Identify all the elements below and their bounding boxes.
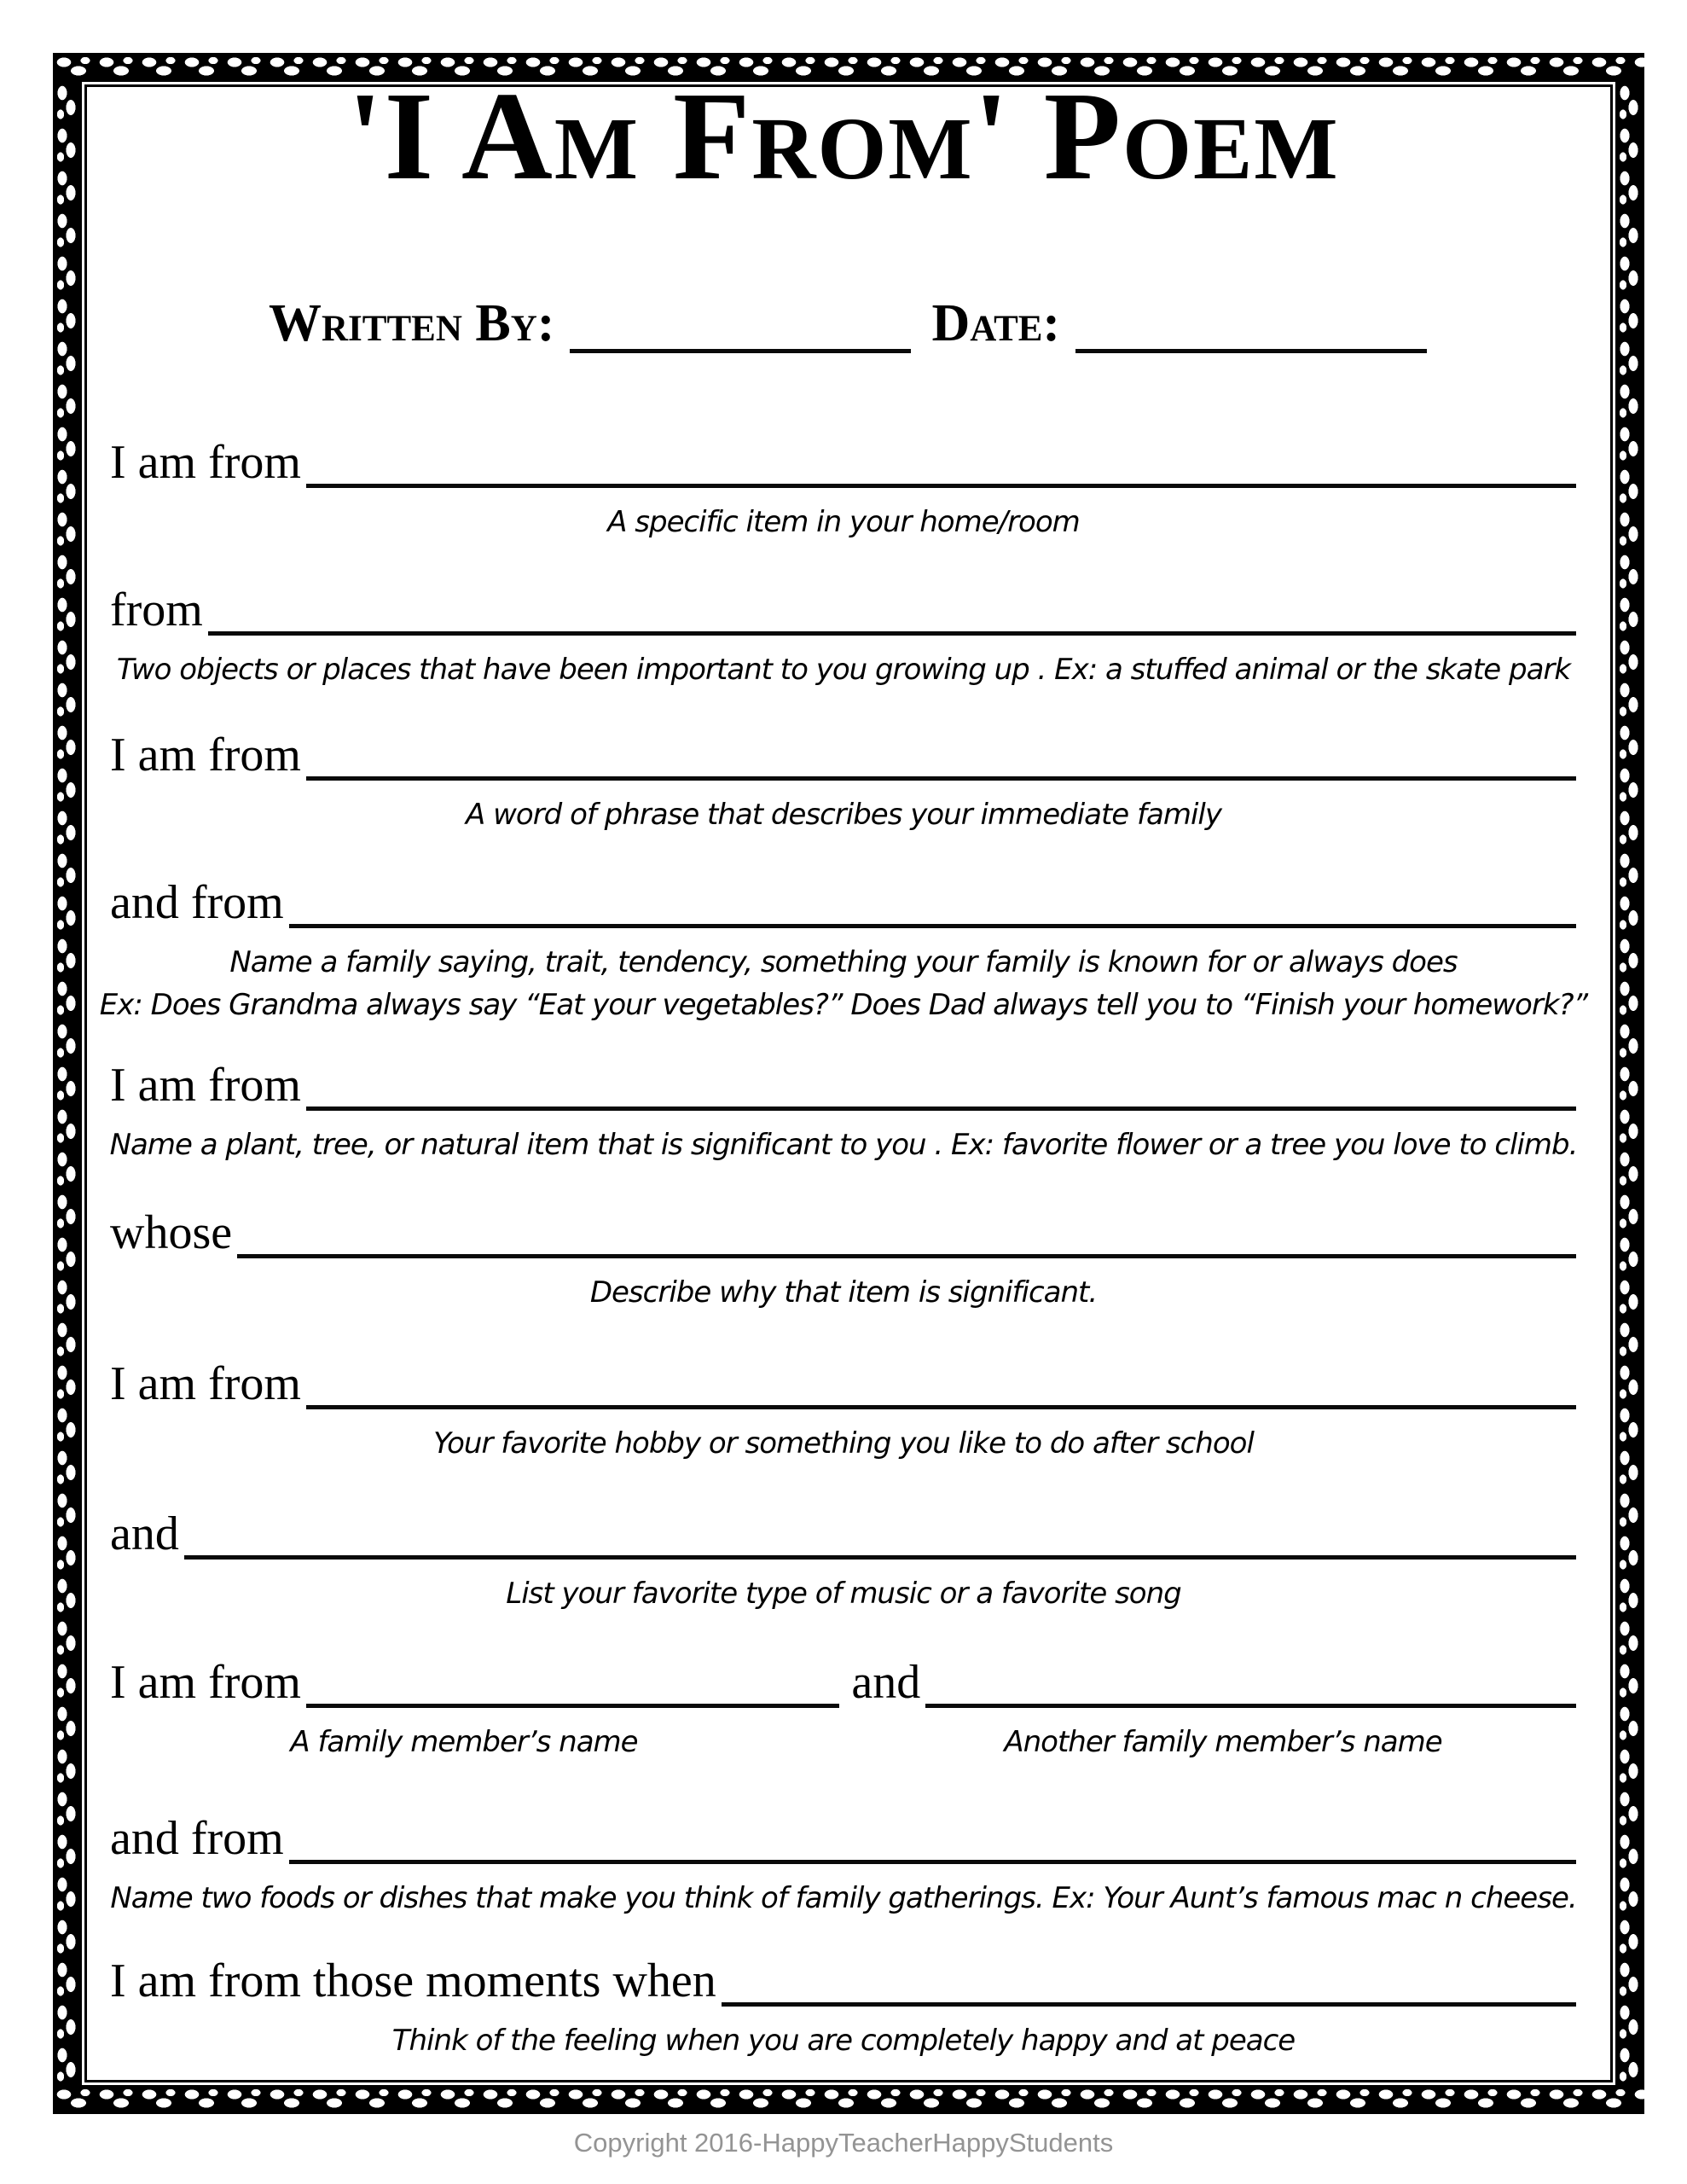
fill-in-blank[interactable]: [237, 1190, 1576, 1258]
copyright-text: Copyright 2016-HappyTeacherHappyStudents: [573, 2128, 1114, 2158]
prompt-row-10: [110, 1796, 1576, 1864]
prompt-row-9: [110, 1640, 1576, 1708]
prompt-label: from: [110, 584, 203, 636]
prompt-label-and: and: [851, 1656, 921, 1709]
prompt-hint-left: A family member’s name: [290, 1725, 638, 1759]
prompt-hint-right: Another family member’s name: [1004, 1725, 1442, 1759]
fill-in-blank[interactable]: [306, 1341, 1576, 1409]
prompt-label: I am from: [110, 1059, 301, 1112]
prompt-hint-line2: Ex: Does Grandma always say “Eat your vegetables?” Does Dad always tell you to “Finish your homework?”: [99, 988, 1588, 1022]
prompt-row-11: [110, 1938, 1576, 2007]
fill-in-blank[interactable]: [289, 1796, 1576, 1864]
border-bottom: [53, 2085, 1644, 2114]
prompt-row-4: [110, 860, 1576, 928]
border-right: [1615, 82, 1644, 2085]
page-title: 'I Am From' Poem: [347, 67, 1340, 206]
prompt-hint: Describe why that item is significant.: [589, 1275, 1098, 1310]
prompt-hint: Name two foods or dishes that make you think of family gatherings. Ex: Your Aunt’s famous mac n cheese.: [110, 1881, 1577, 1915]
prompt-label: whose: [110, 1206, 233, 1259]
prompt-label: and: [110, 1507, 179, 1560]
date-label: Date:: [931, 294, 1061, 352]
prompt-hint-pair: [84, 1723, 1603, 1761]
prompt-hint: Name a family saying, trait, tendency, something your family is known for or always does: [229, 945, 1458, 979]
fill-in-blank[interactable]: [184, 1491, 1576, 1560]
prompt-label: I am from: [110, 1357, 301, 1410]
prompt-hint: Two objects or places that have been important to you growing up . Ex: a stuffed animal or the skate park: [116, 653, 1571, 687]
byline-row: [269, 275, 1480, 353]
prompt-row-5: [110, 1043, 1576, 1111]
prompt-hint: Name a plant, tree, or natural item that is significant to you . Ex: favorite flower or a tree you love to climb.: [109, 1128, 1578, 1162]
fill-in-blank[interactable]: [306, 1043, 1576, 1111]
fill-in-blank[interactable]: [722, 1938, 1576, 2007]
prompt-row-7: [110, 1341, 1576, 1409]
prompt-hint: Your favorite hobby or something you like to do after school: [433, 1426, 1254, 1461]
fill-in-blank[interactable]: [306, 420, 1576, 488]
prompt-label: I am from: [110, 729, 301, 781]
prompt-hint: List your favorite type of music or a favorite song: [506, 1577, 1181, 1611]
written-by-blank[interactable]: [570, 275, 911, 353]
prompt-row-1: [110, 420, 1576, 488]
prompt-row-6: [110, 1190, 1576, 1258]
prompt-row-2: [110, 567, 1576, 636]
fill-in-blank[interactable]: [289, 860, 1576, 928]
prompt-hint: A specific item in your home/room: [607, 505, 1080, 539]
prompt-row-8: [110, 1491, 1576, 1560]
prompt-label: and from: [110, 876, 284, 929]
prompt-hint: Think of the feeling when you are completely happy and at peace: [391, 2024, 1296, 2058]
prompt-hint: A word of phrase that describes your immediate family: [466, 798, 1221, 832]
date-blank[interactable]: [1075, 275, 1427, 353]
fill-in-blank-family-member[interactable]: [306, 1640, 839, 1708]
prompt-label: and from: [110, 1812, 284, 1865]
prompt-label: I am from: [110, 436, 301, 489]
prompt-label: I am from those moments when: [110, 1955, 716, 2007]
border-left: [53, 82, 82, 2085]
fill-in-blank[interactable]: [208, 567, 1576, 636]
prompt-row-3: [110, 712, 1576, 781]
fill-in-blank-another-family-member[interactable]: [925, 1640, 1576, 1708]
fill-in-blank[interactable]: [306, 712, 1576, 781]
written-by-label: Written By:: [269, 294, 555, 352]
prompt-label: I am from: [110, 1656, 301, 1709]
